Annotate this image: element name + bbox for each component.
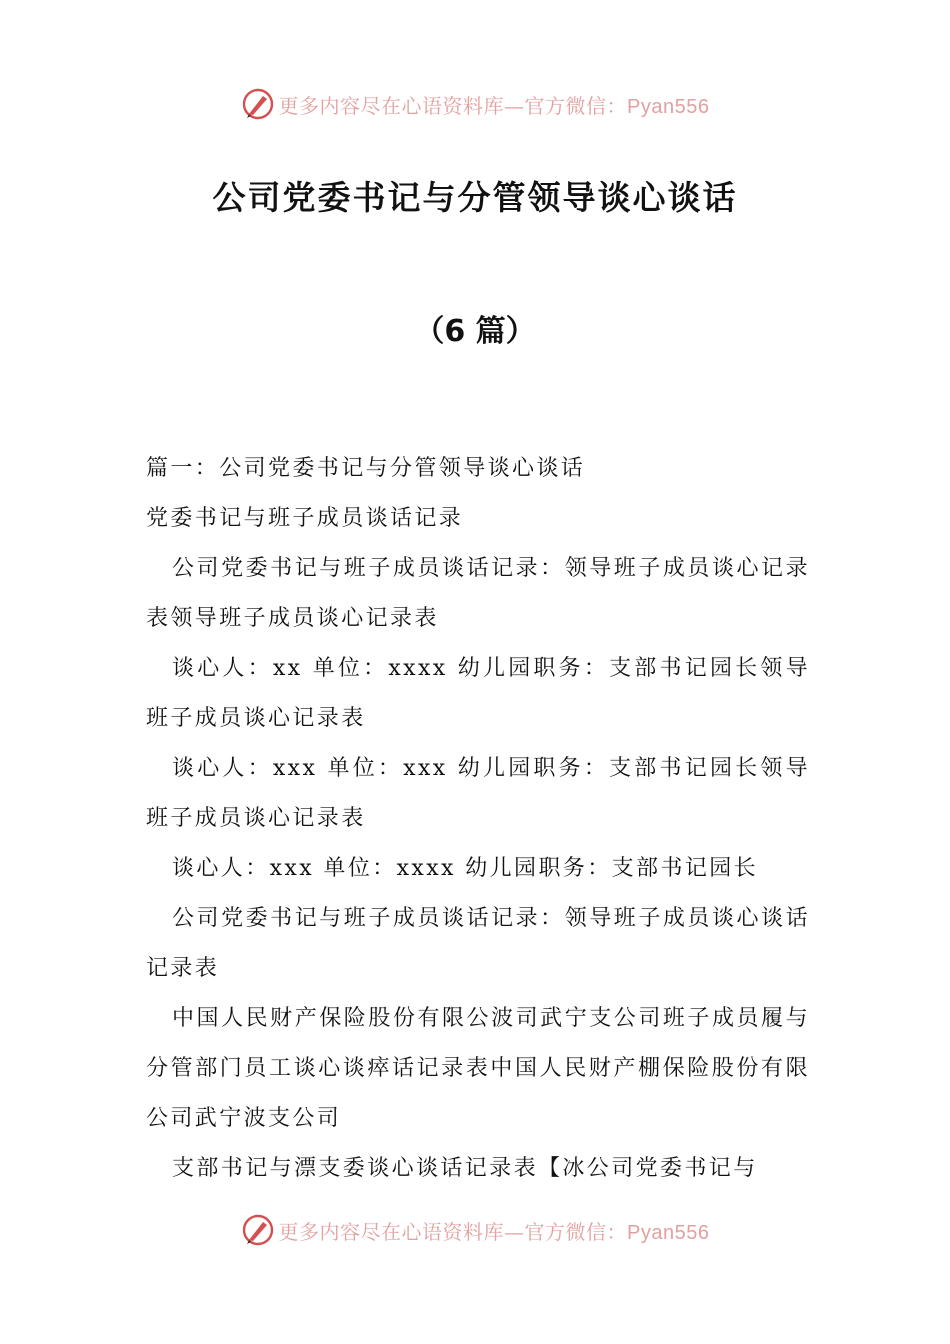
section-heading: 篇一：公司党委书记与分管领导谈心谈话	[146, 456, 586, 481]
paragraph: 谈心人：xx 单位：xxxx 幼儿园职务：支部书记园长领导班子成员谈心记录表	[146, 656, 810, 731]
wechat-id: Pyan556	[627, 95, 710, 118]
paragraph: 公司党委书记与班子成员谈话记录：领导班子成员谈心谈话记录表	[146, 906, 810, 981]
watermark-banner-top	[0, 84, 950, 124]
quill-pen-logo-icon	[241, 87, 275, 121]
wechat-id: Pyan556	[627, 1221, 710, 1244]
paragraph: 党委书记与班子成员谈话记录	[146, 506, 464, 531]
document-body	[146, 444, 810, 1194]
paragraph: 支部书记与漂支委谈心谈话记录表【冰公司党委书记与	[172, 1156, 758, 1181]
paragraph: 公司党委书记与班子成员谈话记录：领导班子成员谈心记录表领导班子成员谈心记录表	[146, 556, 810, 631]
paragraph: 谈心人：xxx 单位：xxxx 幼儿园职务：支部书记园长	[172, 856, 759, 881]
paragraph: 谈心人：xxx 单位：xxx 幼儿园职务：支部书记园长领导班子成员谈心记录表	[146, 756, 810, 831]
document-subtitle: （6 篇）	[414, 314, 536, 349]
watermark-banner-bottom	[0, 1210, 950, 1250]
document-title: 公司党委书记与分管领导谈心谈话	[212, 178, 738, 217]
paragraph: 中国人民财产保险股份有限公波司武宁支公司班子成员履与分管部门员工谈心谈瘁话记录表中国人民财产棚保险股份有限公司武宁波支公司	[146, 1006, 810, 1131]
watermark-text: 更多内容尽在心语资料库—官方微信：Pyan556	[278, 1219, 710, 1244]
quill-pen-logo-icon	[241, 1213, 275, 1247]
watermark-text: 更多内容尽在心语资料库—官方微信：Pyan556	[278, 93, 710, 118]
